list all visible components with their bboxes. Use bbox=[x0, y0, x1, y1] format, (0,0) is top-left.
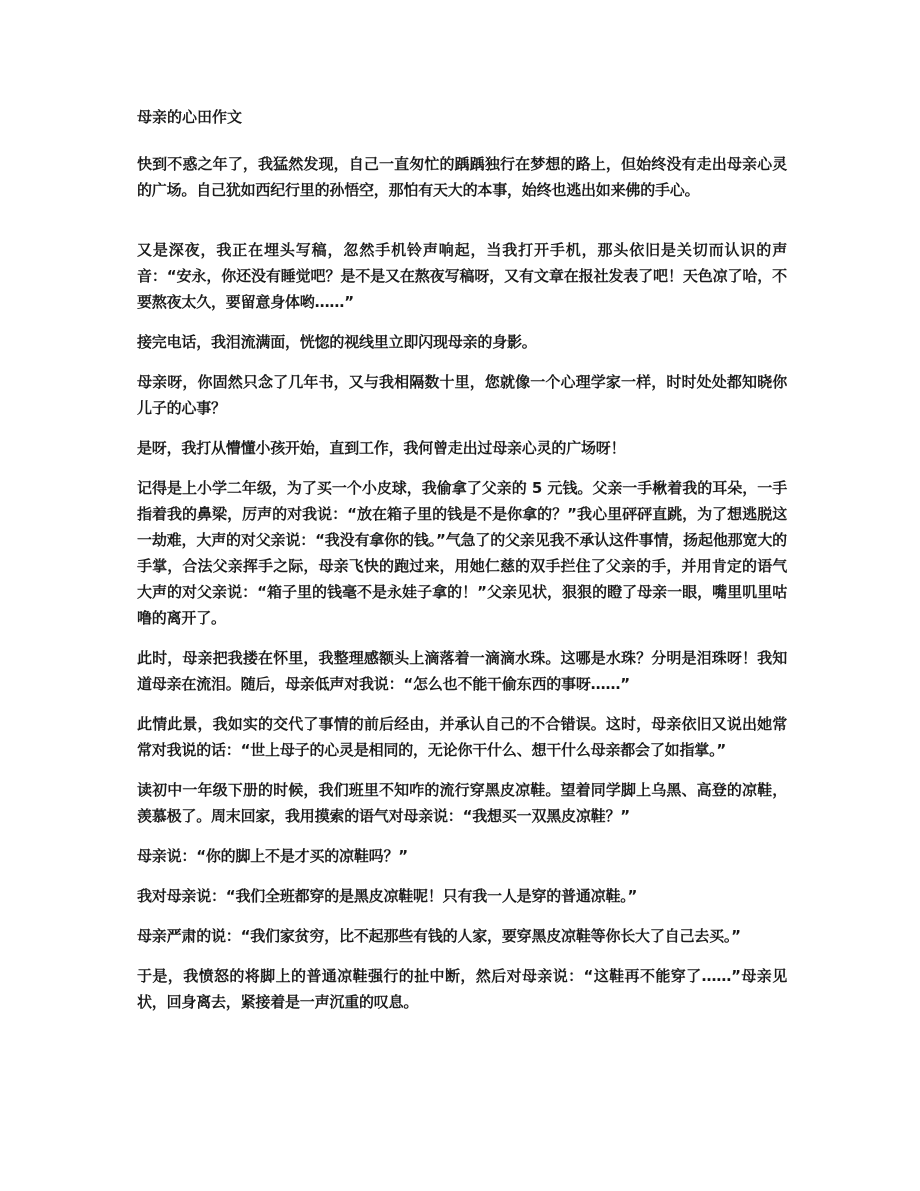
paragraph-12: 母亲严肃的说：“我们家贫穷，比不起那些有钱的人家，要穿黑皮凉鞋等你长大了自己去买。” bbox=[137, 927, 741, 945]
paragraph-11: 我对母亲说：“我们全班都穿的是黑皮凉鞋呢！只有我一人是穿的普通凉鞋。” bbox=[137, 887, 638, 905]
paragraph-2: 又是深夜，我正在埋头写稿，忽然手机铃声响起，当我打开手机，那头依旧是关切而认识的声音：“安永，你还没有睡觉吧？是不是又在熬夜写稿呀，又有文章在报社发表了吧！天色凉了哈，不要熬夜太久，要留意身体哟……” bbox=[137, 241, 787, 311]
paragraph-13: 于是，我愤怒的将脚上的普通凉鞋强行的扯中断，然后对母亲说：“这鞋再不能穿了……”母亲见状，回身离去，紧接着是一声沉重的叹息。 bbox=[137, 967, 787, 1011]
paragraph-10: 母亲说：“你的脚上不是才买的凉鞋吗？” bbox=[137, 847, 408, 865]
paragraph-9: 读初中一年级下册的时候，我们班里不知咋的流行穿黑皮凉鞋。望着同学脚上乌黑、高登的凉鞋，羡慕极了。周末回家，我用摸索的语气对母亲说：“我想买一双黑皮凉鞋？” bbox=[137, 781, 787, 825]
paragraph-7: 此时，母亲把我搂在怀里，我整理感额头上滴落着一滴滴水珠。这哪是水珠？分明是泪珠呀！我知道母亲在流泪。随后，母亲低声对我说：“怎么也不能干偷东西的事呀……” bbox=[137, 649, 787, 693]
paragraph-8: 此情此景，我如实的交代了事情的前后经由，并承认自己的不合错误。这时，母亲依旧又说出她常常对我说的话：“世上母子的心灵是相同的，无论你干什么、想干什么母亲都会了如指掌。” bbox=[137, 715, 787, 759]
paragraph-3: 接完电话，我泪流满面，恍惚的视线里立即闪现母亲的身影。 bbox=[137, 333, 537, 351]
document-page bbox=[137, 104, 787, 1029]
paragraph-6: 记得是上小学二年级，为了买一个小皮球，我偷拿了父亲的 5 元钱。父亲一手楸着我的耳朵，一手指着我的鼻梁，厉声的对我说：“放在箱子里的钱是不是你拿的？”我心里砰砰直跳，为了想逃脱这一劫难，大声的对父亲说：“我没有拿你的钱。”气急了的父亲见我不承认这件事情，扬起他那宽大的手掌，合法父亲挥手之际，母亲飞快的跑过来，用她仁慈的双手拦住了父亲的手，并用肯定的语气大声的对父亲说：“箱子里的钱毫不是永娃子拿的！”父亲见状，狠狠的瞪了母亲一眼，嘴里叽里咕噜的离开了。 bbox=[137, 479, 787, 627]
paragraph-5: 是呀，我打从懵懂小孩开始，直到工作，我何曾走出过母亲心灵的广场呀！ bbox=[137, 439, 626, 457]
paragraph-4: 母亲呀，你固然只念了几年书，又与我相隔数十里，您就像一个心理学家一样，时时处处都知晓你儿子的心事？ bbox=[137, 373, 787, 417]
document-title: 母亲的心田作文 bbox=[137, 108, 243, 126]
paragraph-1: 快到不惑之年了，我猛然发现，自己一直匆忙的踽踽独行在梦想的路上，但始终没有走出母亲心灵的广场。自己犹如西纪行里的孙悟空，那怕有天大的本事，始终也逃出如来佛的手心。 bbox=[137, 155, 787, 199]
